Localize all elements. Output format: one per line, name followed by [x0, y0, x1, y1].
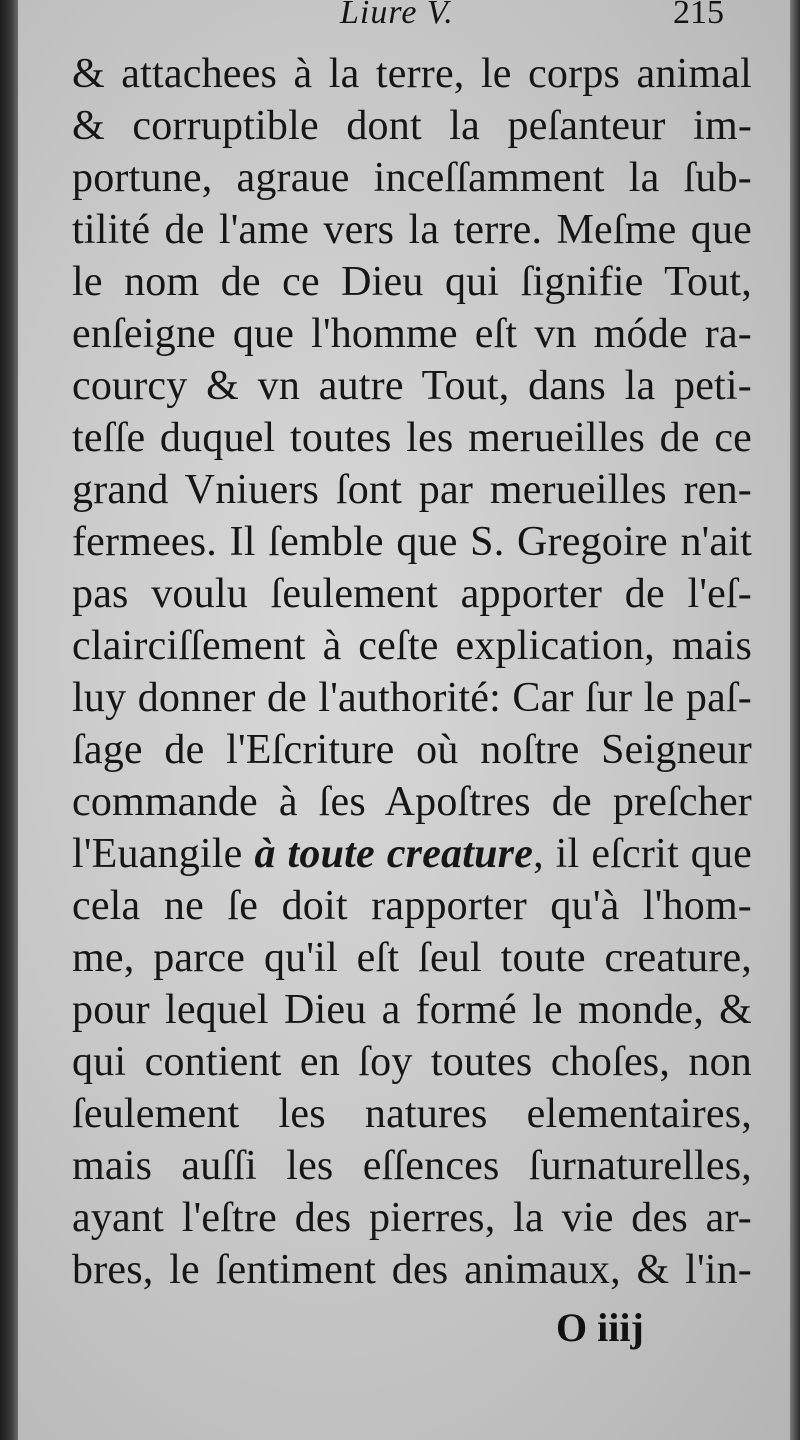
text-line: pour lequel Dieu a formé le monde, &: [72, 987, 752, 1033]
text-line: & corruptible dont la peſanteur im-: [72, 103, 752, 149]
italic-phrase: à toute creature: [254, 831, 534, 877]
text-line: grand Vniuers ſont par merueilles ren-: [72, 467, 752, 513]
text-line: pas voulu ſeulement apporter de l'eſ-: [72, 571, 752, 617]
text-line: commande à ſes Apoſtres de preſcher: [72, 779, 752, 825]
signature-mark: O iiij: [556, 1305, 644, 1350]
text-line: enſeigne que l'homme eſt vn móde ra-: [72, 311, 752, 357]
page-number: 215: [673, 0, 724, 31]
scan-border-left: [0, 0, 18, 1440]
text-line: bres, le ſentiment des animaux, & l'in-: [72, 1247, 752, 1293]
text-line: cela ne ſe doit rapporter qu'à l'hom-: [72, 883, 752, 929]
scan-border-right: [790, 0, 800, 1440]
text-line: courcy & vn autre Tout, dans la peti-: [72, 363, 752, 409]
running-head: Liure V.: [340, 0, 454, 31]
text-line: clairciſſement à ceſte explication, mais: [72, 623, 752, 669]
text-line: luy donner de l'authorité: Car ſur le paſ-: [72, 675, 752, 721]
text-line-mixed: [72, 828, 752, 880]
text-line: tilité de l'ame vers la terre. Meſme que: [72, 207, 752, 253]
text-segment: , il eſcrit que: [533, 831, 752, 877]
page-header: [18, 0, 790, 38]
text-line: teſſe duquel toutes les merueilles de ce: [72, 415, 752, 461]
text-line: & attachees à la terre, le corps animal: [72, 51, 752, 97]
book-page: [18, 0, 790, 1440]
text-segment: l'Euangile: [72, 831, 255, 877]
text-line: me, parce qu'il eſt ſeul toute creature,: [72, 935, 752, 981]
text-line: le nom de ce Dieu qui ſignifie Tout,: [72, 259, 752, 305]
text-line: ayant l'eſtre des pierres, la vie des ar-: [72, 1195, 752, 1241]
text-line: ſeulement les natures elementaires,: [72, 1091, 752, 1137]
body-text: [72, 48, 752, 1296]
text-line: fermees. Il ſemble que S. Gregoire n'ait: [72, 519, 752, 565]
text-line: qui contient en ſoy toutes choſes, non: [72, 1039, 752, 1085]
text-line: mais auſſi les eſſences ſurnaturelles,: [72, 1143, 752, 1189]
text-line: ſage de l'Eſcriture où noſtre Seigneur: [72, 727, 752, 773]
text-line: portune, agraue inceſſamment la ſub-: [72, 155, 752, 201]
